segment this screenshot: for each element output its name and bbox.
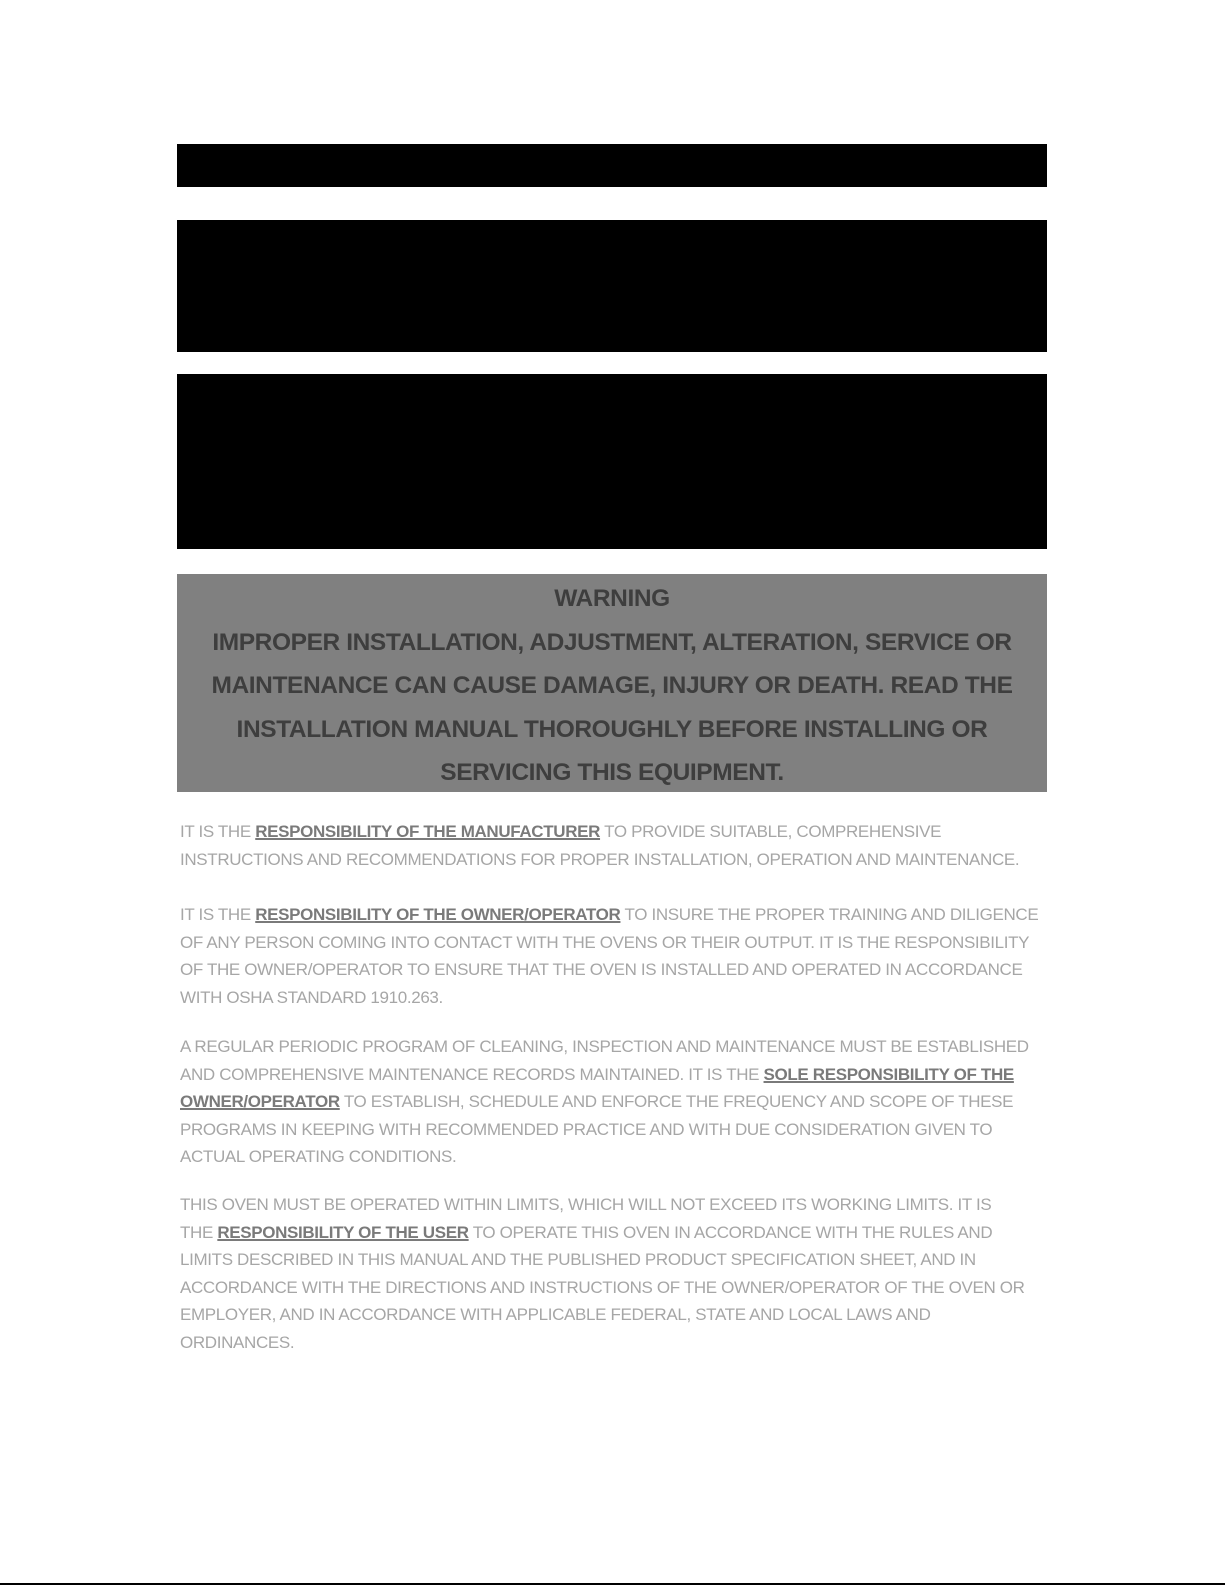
text-span: IT IS THE — [180, 905, 256, 924]
paragraph-line: THIS OVEN MUST BE OPERATED WITHIN LIMITS, WHICH WILL NOT EXCEED ITS WORKING LIMITS. IT IS — [180, 1195, 992, 1214]
paragraph-line: PROGRAMS IN KEEPING WITH RECOMMENDED PRACTICE AND WITH DUE CONSIDERATION GIVEN TO — [180, 1119, 993, 1139]
warning-line-1: IMPROPER INSTALLATION, ADJUSTMENT, ALTERATION, SERVICE OR — [212, 628, 1012, 656]
redaction-bar-1 — [177, 144, 1047, 187]
emphasis-text: RESPONSIBILITY OF THE OWNER/OPERATOR — [255, 905, 621, 924]
owner-operator-responsibility-paragraph — [180, 901, 1060, 1011]
paragraph-line: A REGULAR PERIODIC PROGRAM OF CLEANING, INSPECTION AND MAINTENANCE MUST BE ESTABLISHED — [180, 1037, 1029, 1056]
text-span: IT IS THE — [180, 822, 256, 841]
paragraph-line: OF ANY PERSON COMING INTO CONTACT WITH THE OVENS OR THEIR OUTPUT. IT IS THE RESPONSIBILITY — [180, 932, 1030, 952]
emphasis-text: OWNER/OPERATOR — [180, 1092, 340, 1111]
text-span: TO PROVIDE SUITABLE, COMPREHENSIVE — [600, 822, 942, 841]
emphasis-text: RESPONSIBILITY OF THE MANUFACTURER — [255, 822, 601, 841]
paragraph-line — [180, 1219, 1060, 1247]
warning-line-3: INSTALLATION MANUAL THOROUGHLY BEFORE INSTALLING OR — [236, 715, 988, 743]
warning-box — [177, 574, 1047, 792]
paragraph-line: OF THE OWNER/OPERATOR TO ENSURE THAT THE OVEN IS INSTALLED AND OPERATED IN ACCORDANCE — [180, 960, 1023, 979]
warning-title: WARNING — [554, 585, 670, 612]
paragraph-line: EMPLOYER, AND IN ACCORDANCE WITH APPLICABLE FEDERAL, STATE AND LOCAL LAWS AND — [180, 1305, 931, 1324]
paragraph-line — [180, 1061, 1060, 1089]
manufacturer-responsibility-paragraph — [180, 818, 1060, 873]
paragraph-line — [180, 1088, 1060, 1116]
paragraph-line: ACCORDANCE WITH THE DIRECTIONS AND INSTRUCTIONS OF THE OWNER/OPERATOR OF THE OVEN OR — [180, 1277, 1025, 1297]
paragraph-line: ORDINANCES. — [180, 1332, 295, 1352]
redaction-block-3 — [177, 374, 1047, 549]
paragraph-line: LIMITS DESCRIBED IN THIS MANUAL AND THE PUBLISHED PRODUCT SPECIFICATION SHEET, AND IN — [180, 1250, 976, 1269]
text-span: TO OPERATE THIS OVEN IN ACCORDANCE WITH THE RULES AND — [468, 1222, 993, 1242]
emphasis-text: SOLE RESPONSIBILITY OF THE — [763, 1064, 1014, 1084]
paragraph-line: INSTRUCTIONS AND RECOMMENDATIONS FOR PROPER INSTALLATION, OPERATION AND MAINTENANCE. — [180, 849, 1020, 869]
paragraph-line — [180, 901, 1060, 929]
text-span: AND COMPREHENSIVE MAINTENANCE RECORDS MAINTAINED. IT IS THE — [180, 1064, 764, 1084]
warning-line-4: SERVICING THIS EQUIPMENT. — [440, 759, 784, 786]
text-span: TO ESTABLISH, SCHEDULE AND ENFORCE THE FREQUENCY AND SCOPE OF THESE — [339, 1092, 1014, 1111]
paragraph-line: WITH OSHA STANDARD 1910.263. — [180, 987, 443, 1007]
maintenance-program-paragraph — [180, 1033, 1060, 1171]
redaction-block-2 — [177, 220, 1047, 352]
paragraph-line: ACTUAL OPERATING CONDITIONS. — [180, 1147, 457, 1166]
warning-line-2: MAINTENANCE CAN CAUSE DAMAGE, INJURY OR DEATH. READ THE — [211, 672, 1013, 699]
paragraph-line — [180, 818, 1060, 846]
user-responsibility-paragraph — [180, 1191, 1060, 1356]
text-span: TO INSURE THE PROPER TRAINING AND DILIGENCE — [620, 905, 1039, 924]
text-span: THE — [180, 1222, 218, 1242]
emphasis-text: RESPONSIBILITY OF THE USER — [217, 1222, 469, 1242]
